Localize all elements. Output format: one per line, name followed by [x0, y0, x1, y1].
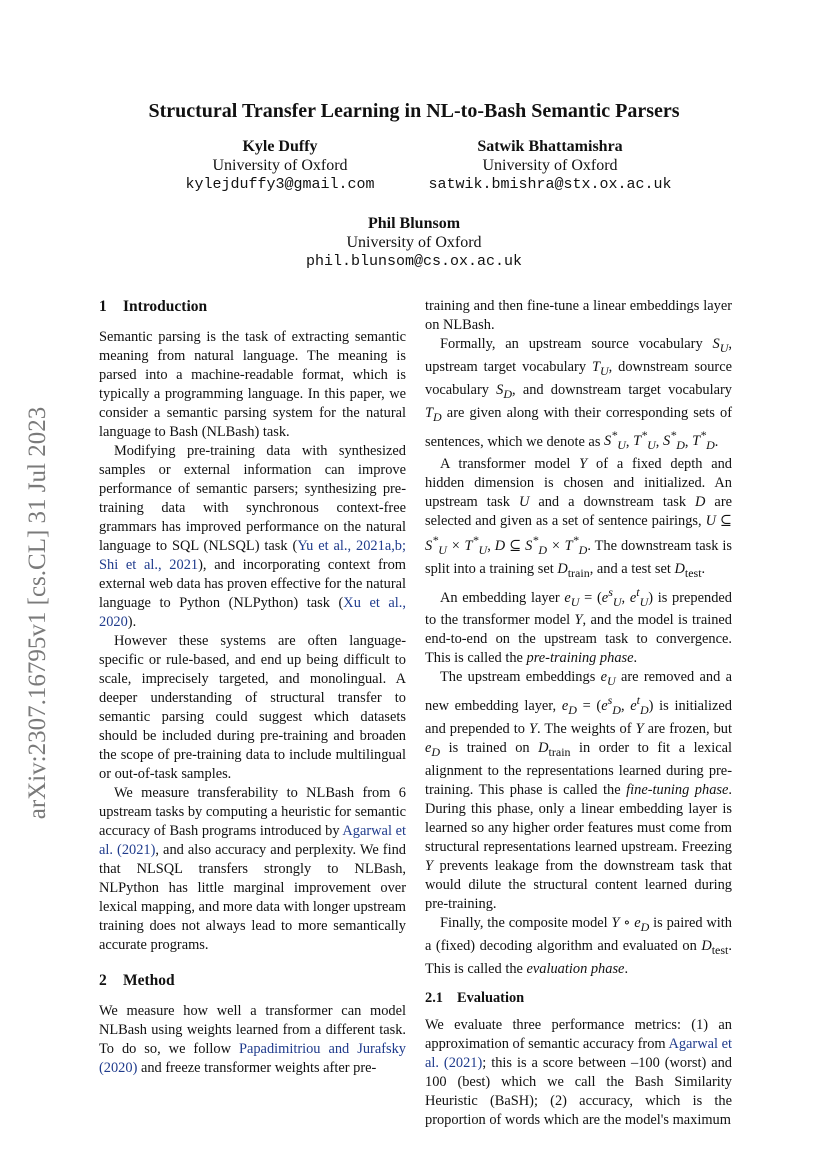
author-block-2: [400, 137, 700, 194]
paragraph: Formally, an upstream source vocabulary $S_U$, upstream target vocabulary $T_U$, downstream source vocabulary $S_D$, and downstream target vocabulary $T_D$ are given along with their corresponding sets of sentences, which we denote as $S^*_U$, $T^*_U$, $S^*_D$, $T^*_D$.: [425, 336, 732, 453]
paragraph: We evaluate three performance metrics: (1) an approximation of semantic accuracy from Agarwal et al. (2021); this is a score between –100 (worst) and 100 (best) which we call the Bash Similarity Heuristic (BaSH); (2) accuracy, which is the proportion of words which are the model's maximum: [425, 1016, 733, 1128]
author-email[interactable]: satwik.bmishra@stx.ox.ac.uk: [428, 176, 672, 193]
section-heading-introduction: 1 Introduction: [99, 298, 208, 315]
paragraph: The upstream embeddings $e_U$ are removed and a new embedding layer, $e_D = (e^s_D$, $e^t_D$) is initialized and prepended to Y. The weights of Y are frozen, but $e_D$ is trained on $D_{train}$ in order to fit a lexical alignment to the representations learned during pre-training. This phase is called the fine-tuning phase. During this phase, only a linear embedding layer is learned so any higher order features must come from structural representations learned upstream. Freezing Y prevents leakage from the downstream task that would dilute the structural content learned during pre-training.: [425, 669, 732, 912]
arxiv-identifier: arXiv:2307.16795v1 [cs.CL] 31 Jul 2023: [24, 406, 51, 820]
paragraph: However these systems are often language-specific or rule-based, and end up being difficult to scale, imprecisely targeted, and monolingual. A deeper understanding of structural transfer to semantic parsing could suggest which datasets should be included during pre-training and broaden the scope of pre-training data to include multilingual or out-of-task samples.: [99, 633, 406, 782]
author-block-1: [150, 137, 410, 194]
paragraph: A transformer model Y of a fixed depth and hidden dimension is chosen and initialized. An upstream task U and a downstream task D are selected and given as a set of sentence pairings, U ⊆ $S^*_U \times T^*_U$, D ⊆ $S^*_D \times T^*_D$. The downstream task is split into a training set $D_{train}$, and a test set $D_{test}$.: [425, 456, 733, 580]
paragraph: Finally, the composite model Y ∘ $e_D$ is paired with a (fixed) decoding algorithm and evaluated on $D_{test}$. This is called the evaluation phase.: [425, 914, 732, 977]
paper-title: Structural Transfer Learning in NL-to-Bash Semantic Parsers: [148, 100, 680, 122]
citation-link[interactable]: Papadimitriou and Jurafsky (2020): [99, 1041, 406, 1076]
subsection-heading-evaluation: 2.1 Evaluation: [425, 989, 525, 1006]
paragraph: We measure how well a transformer can model NLBash using weights learned from a different task. To do so, we follow Papadimitriou and Jurafsky (2020) and freeze transformer weights after pre-: [99, 1003, 406, 1076]
author-block-3: [264, 214, 564, 271]
author-email[interactable]: kylejduffy3@gmail.com: [185, 176, 375, 193]
right-column: [425, 297, 732, 1130]
author-name: Kyle Duffy: [242, 138, 318, 155]
paragraph: training and then fine-tune a linear embeddings layer on NLBash.: [425, 298, 732, 333]
citation-link[interactable]: Agarwal et al. (2021): [99, 823, 406, 858]
paragraph: Semantic parsing is the task of extracting semantic meaning from natural language. The meaning is parsed into a machine-readable format, which is typically a programming language. In this paper, we consider a semantic parsing system for the natural language to Bash (NLBash) task.: [99, 329, 406, 440]
citation-link[interactable]: Yu et al., 2021a,b; Shi et al., 2021: [99, 538, 407, 573]
author-email[interactable]: phil.blunsom@cs.ox.ac.uk: [305, 253, 523, 270]
author-name: Phil Blunsom: [367, 215, 461, 232]
citation-link[interactable]: Agarwal et al. (2021): [425, 1035, 732, 1071]
paragraph: We measure transferability to NLBash from 6 upstream tasks by computing a heuristic for semantic accuracy of Bash programs introduced by Agarwal et al. (2021), and also accuracy and perplexity. We find that NLSQL transfers strongly to NLBash, NLPython has little marginal improvement over lexical mapping, and more data with longer upstream training does not always lead to more semantically accurate programs.: [99, 785, 406, 953]
author-affiliation: University of Oxford: [482, 157, 618, 174]
citation-link[interactable]: Xu et al., 2020: [99, 595, 406, 630]
author-affiliation: University of Oxford: [212, 157, 348, 174]
paragraph: Modifying pre-training data with synthesized samples or external information can improve performance of semantic parsers; synthesizing pre-training data with synchronous context-free grammars has improved performance on the natural language to SQL (NLSQL) task (Yu et al., 2021a,b; Shi et al., 2021), and incorporating context from external web data has proven effective for the natural language to Python (NLPython) task (Xu et al., 2020).: [99, 443, 407, 630]
arxiv-sidebar-stamp: [20, 378, 56, 848]
section-heading-method: 2 Method: [99, 972, 175, 989]
author-affiliation: University of Oxford: [346, 234, 482, 251]
author-name: Satwik Bhattamishra: [477, 138, 623, 155]
left-column: [99, 297, 406, 1078]
paragraph: An embedding layer $e_U = (e^s_U$, $e^t_U$) is prepended to the transformer model Y, and the model is trained end-to-end on the upstream task to convergence. This is called the pre-training phase.: [425, 584, 732, 667]
